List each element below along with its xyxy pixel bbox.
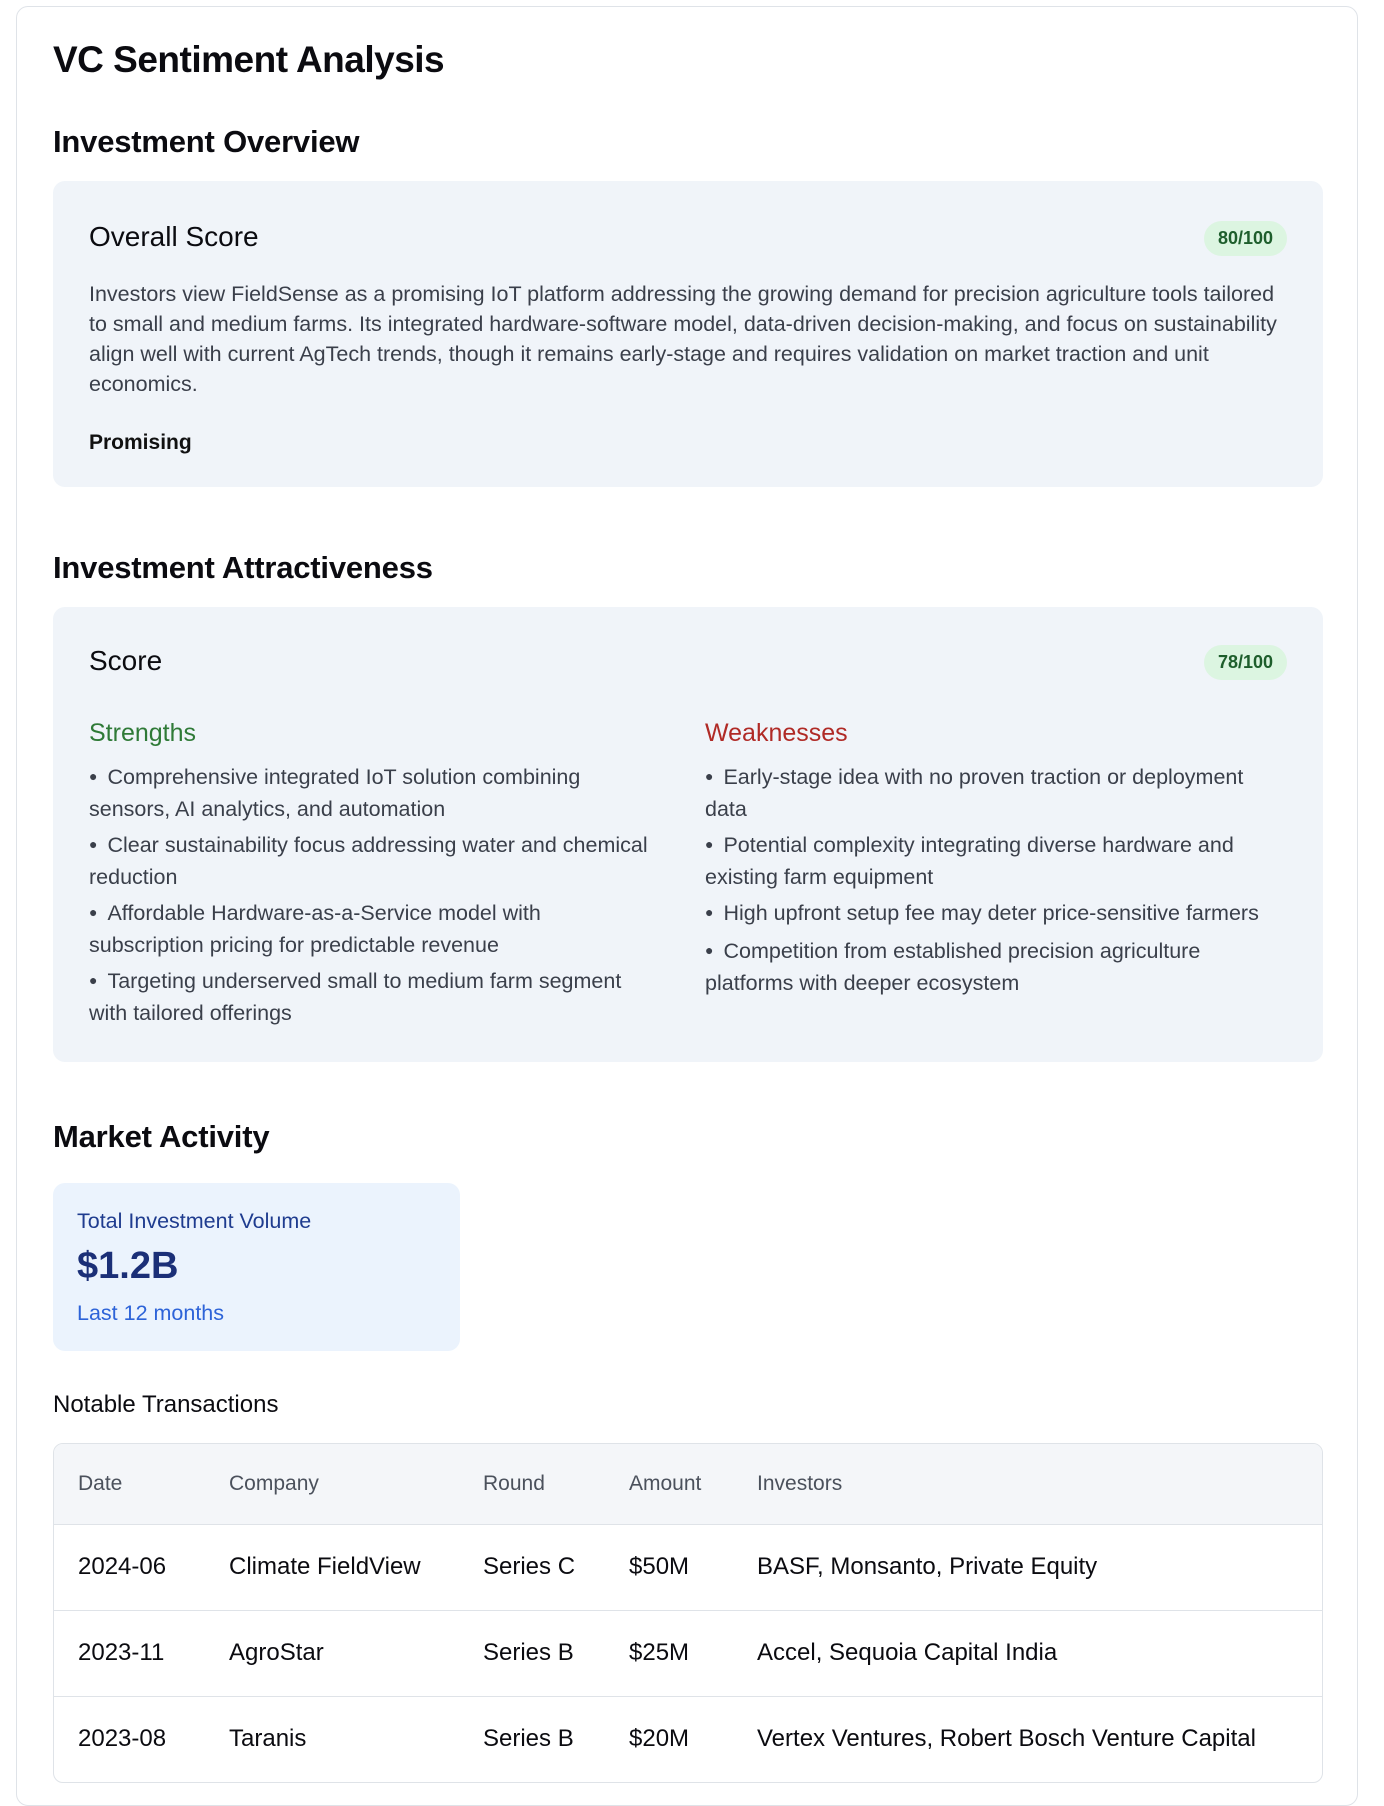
weaknesses-title: Weaknesses bbox=[705, 719, 848, 747]
bullet-icon: ● bbox=[705, 942, 714, 958]
cell-round: Series C bbox=[483, 1553, 576, 1580]
overall-score-card bbox=[53, 181, 1323, 487]
cell-date: 2023-08 bbox=[78, 1725, 167, 1753]
list-item: ● Early-stage idea with no proven traction or deployment data bbox=[705, 765, 1244, 821]
list-item: ● Competition from established precision agriculture platforms with deeper ecosystem bbox=[705, 939, 1201, 995]
investment-volume-card bbox=[53, 1183, 460, 1351]
table-header-row bbox=[54, 1444, 1322, 1524]
transactions-heading: Notable Transactions bbox=[53, 1391, 279, 1418]
bullet-icon: ● bbox=[705, 768, 714, 784]
cell-company: AgroStar bbox=[229, 1639, 324, 1666]
bullet-icon: ● bbox=[89, 904, 98, 920]
cell-investors: BASF, Monsanto, Private Equity bbox=[757, 1553, 1098, 1580]
cell-amount: $50M bbox=[629, 1553, 690, 1580]
list-item: ● Affordable Hardware-as-a-Service model with subscription pricing for predictable revenue bbox=[89, 901, 541, 957]
verdict-label: Promising bbox=[89, 431, 192, 454]
column-header-round: Round bbox=[483, 1471, 545, 1495]
list-item: ● High upfront setup fee may deter price-sensitive farmers bbox=[705, 901, 1259, 925]
bullet-icon: ● bbox=[705, 836, 714, 852]
overall-score-badge: 80/100 bbox=[1204, 221, 1287, 256]
attractiveness-score-title: Score bbox=[89, 645, 163, 676]
cell-company: Taranis bbox=[229, 1725, 307, 1753]
report-container bbox=[16, 6, 1358, 1806]
table-row bbox=[54, 1696, 1322, 1782]
metric-period: Last 12 months bbox=[77, 1301, 225, 1325]
attractiveness-score-badge: 78/100 bbox=[1204, 645, 1287, 680]
cell-round: Series B bbox=[483, 1639, 574, 1666]
cell-investors: Vertex Ventures, Robert Bosch Venture Capital bbox=[757, 1725, 1256, 1753]
page-title: VC Sentiment Analysis bbox=[53, 39, 445, 80]
overview-summary: Investors view FieldSense as a promising IoT platform addressing the growing demand for precision agriculture tools tailored to small and medium farms. Its integrated hardware-software model, data-driven decision-making, and focus on sustainability align well with current AgTech trends, though it remains early-stage and requires validation on market traction and unit economics. bbox=[89, 282, 1277, 396]
metric-value: $1.2B bbox=[77, 1245, 179, 1287]
metric-label: Total Investment Volume bbox=[77, 1209, 312, 1233]
column-header-company: Company bbox=[229, 1471, 319, 1495]
bullet-icon: ● bbox=[89, 768, 98, 784]
column-header-investors: Investors bbox=[757, 1471, 843, 1495]
market-heading: Market Activity bbox=[53, 1119, 270, 1154]
weaknesses-column bbox=[705, 719, 1275, 1004]
cell-amount: $20M bbox=[629, 1725, 690, 1753]
strengths-column bbox=[89, 719, 659, 1034]
cell-round: Series B bbox=[483, 1725, 574, 1753]
list-item: ● Potential complexity integrating diverse hardware and existing farm equipment bbox=[705, 833, 1234, 889]
cell-amount: $25M bbox=[629, 1639, 690, 1666]
column-header-date: Date bbox=[78, 1471, 123, 1495]
bullet-icon: ● bbox=[89, 836, 98, 852]
bullet-icon: ● bbox=[705, 904, 714, 920]
cell-company: Climate FieldView bbox=[229, 1553, 421, 1580]
attractiveness-heading: Investment Attractiveness bbox=[53, 550, 433, 585]
overview-heading: Investment Overview bbox=[53, 124, 360, 159]
strengths-list bbox=[89, 762, 659, 1028]
cell-date: 2024-06 bbox=[78, 1553, 167, 1580]
weaknesses-list bbox=[705, 762, 1275, 998]
strengths-title: Strengths bbox=[89, 719, 197, 747]
cell-investors: Accel, Sequoia Capital India bbox=[757, 1639, 1058, 1666]
list-item: ● Clear sustainability focus addressing water and chemical reduction bbox=[89, 833, 648, 889]
list-item: ● Targeting underserved small to medium farm segment with tailored offerings bbox=[89, 969, 622, 1025]
table-row bbox=[54, 1610, 1322, 1696]
attractiveness-card bbox=[53, 607, 1323, 1062]
transactions-table bbox=[53, 1443, 1323, 1783]
list-item: ● Comprehensive integrated IoT solution combining sensors, AI analytics, and automation bbox=[89, 765, 581, 821]
bullet-icon: ● bbox=[89, 972, 98, 988]
overall-score-title: Overall Score bbox=[89, 221, 259, 252]
table-row bbox=[54, 1524, 1322, 1610]
cell-date: 2023-11 bbox=[78, 1639, 165, 1666]
column-header-amount: Amount bbox=[629, 1471, 702, 1495]
